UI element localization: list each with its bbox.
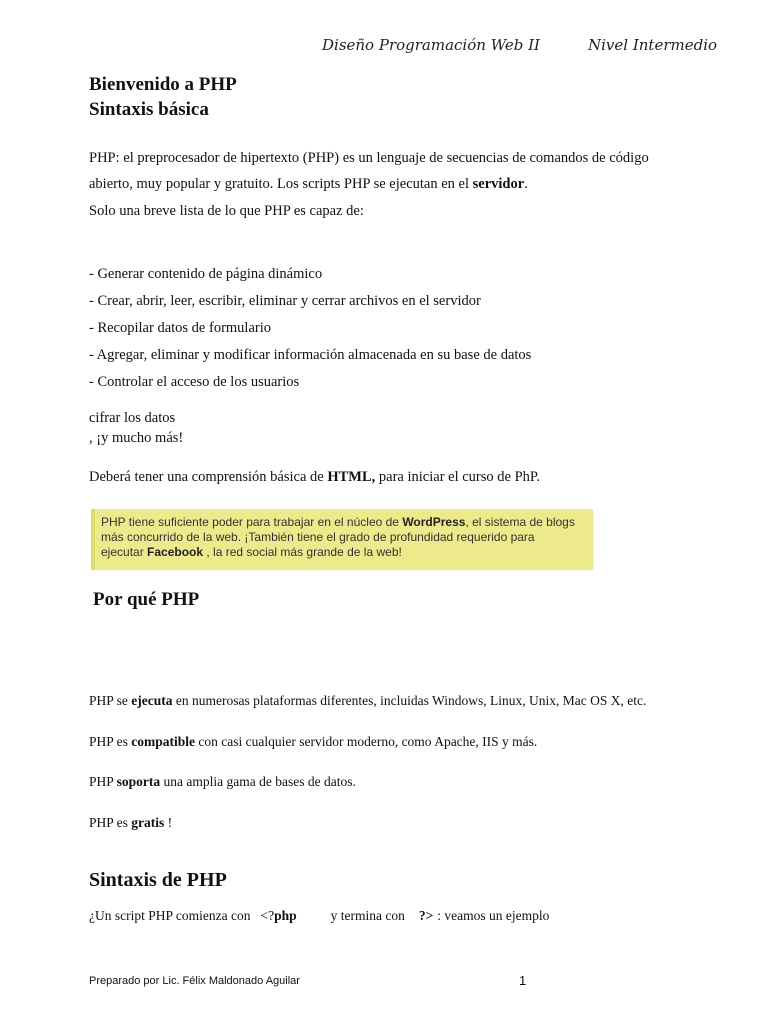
intro-server-bold: servidor <box>472 176 525 192</box>
why-item-text: PHP es <box>89 734 132 749</box>
intro-list-lead: Solo una breve lista de lo que PHP es capaz de: <box>89 203 364 219</box>
why-item-bold: ejecuta <box>131 693 173 708</box>
list-item: - Generar contenido de página dinámico <box>89 266 323 282</box>
intro-line-2-end: . <box>524 176 528 192</box>
syntax-text: y termina con <box>330 908 405 923</box>
list-item: - Crear, abrir, leer, escribir, eliminar y cerrar archivos en el servidor <box>89 293 481 309</box>
list-item: - Controlar el acceso de los usuarios <box>89 374 300 390</box>
page-subtitle: Sintaxis básica <box>89 99 209 120</box>
note-facebook: Facebook <box>147 545 204 559</box>
intro-line-2-text: abierto, muy popular y gratuito. Los scripts PHP se ejecutan en el <box>89 176 473 192</box>
why-item-text: PHP se <box>89 693 132 708</box>
why-item <box>89 815 172 831</box>
note-line-2: más concurrido de la web. ¡También tiene el grado de profundidad requerido para <box>101 530 535 544</box>
prerequisite-text <box>89 469 540 486</box>
footer-author: Preparado por Lic. Félix Maldonado Aguilar <box>89 975 300 987</box>
syntax-open-tag-bold: php <box>274 908 297 923</box>
header-course-title: Diseño Programación Web II <box>322 36 540 54</box>
syntax-open-tag: <? <box>260 908 275 923</box>
note-text: , el sistema de blogs <box>465 515 575 529</box>
syntax-close-tag: ?> <box>418 908 434 923</box>
extra-line-2: , ¡y mucho más! <box>89 430 184 446</box>
syntax-text: : veamos un ejemplo <box>437 908 550 923</box>
why-item-text: en numerosas plataformas diferentes, incluidas Windows, Linux, Unix, Mac OS X, etc. <box>172 693 647 708</box>
why-item <box>89 693 646 709</box>
header-level: Nivel Intermedio <box>588 36 718 54</box>
why-item-text: ! <box>164 815 173 830</box>
why-item-bold: gratis <box>131 815 165 830</box>
list-item: - Recopilar datos de formulario <box>89 320 271 336</box>
why-item-bold: soporta <box>116 774 161 789</box>
page-title: Bienvenido a PHP <box>89 74 237 95</box>
intro-line-2 <box>89 176 528 193</box>
highlight-note <box>91 509 593 570</box>
extra-line-1: cifrar los datos <box>89 410 176 426</box>
why-item-bold: compatible <box>131 734 196 749</box>
prereq-pre: Deberá tener una comprensión básica de <box>89 469 328 485</box>
note-text: PHP tiene suficiente poder para trabajar en el núcleo de <box>101 515 403 529</box>
why-heading: Por qué PHP <box>93 589 200 610</box>
why-item <box>89 734 537 750</box>
note-line-1 <box>101 515 585 530</box>
why-item-text: con casi cualquier servidor moderno, como Apache, IIS y más. <box>195 734 538 749</box>
list-item: - Agregar, eliminar y modificar información almacenada en su base de datos <box>89 347 532 363</box>
syntax-heading: Sintaxis de PHP <box>89 869 227 891</box>
note-line-3 <box>101 545 585 560</box>
note-text: , la red social más grande de la web! <box>203 545 402 559</box>
page-number: 1 <box>519 973 527 988</box>
why-item-text: PHP es <box>89 815 132 830</box>
prereq-html-bold: HTML, <box>327 469 376 485</box>
syntax-text: ¿Un script PHP comienza con <box>89 908 251 923</box>
why-item-text: una amplia gama de bases de datos. <box>160 774 356 789</box>
prereq-post: para iniciar el curso de PhP. <box>375 469 540 485</box>
intro-line-1: PHP: el preprocesador de hipertexto (PHP) es un lenguaje de secuencias de comandos de código <box>89 150 649 166</box>
note-wordpress: WordPress <box>402 515 466 529</box>
why-item <box>89 774 356 790</box>
note-text: ejecutar <box>101 545 148 559</box>
why-item-text: PHP <box>89 774 117 789</box>
syntax-intro <box>89 908 549 924</box>
